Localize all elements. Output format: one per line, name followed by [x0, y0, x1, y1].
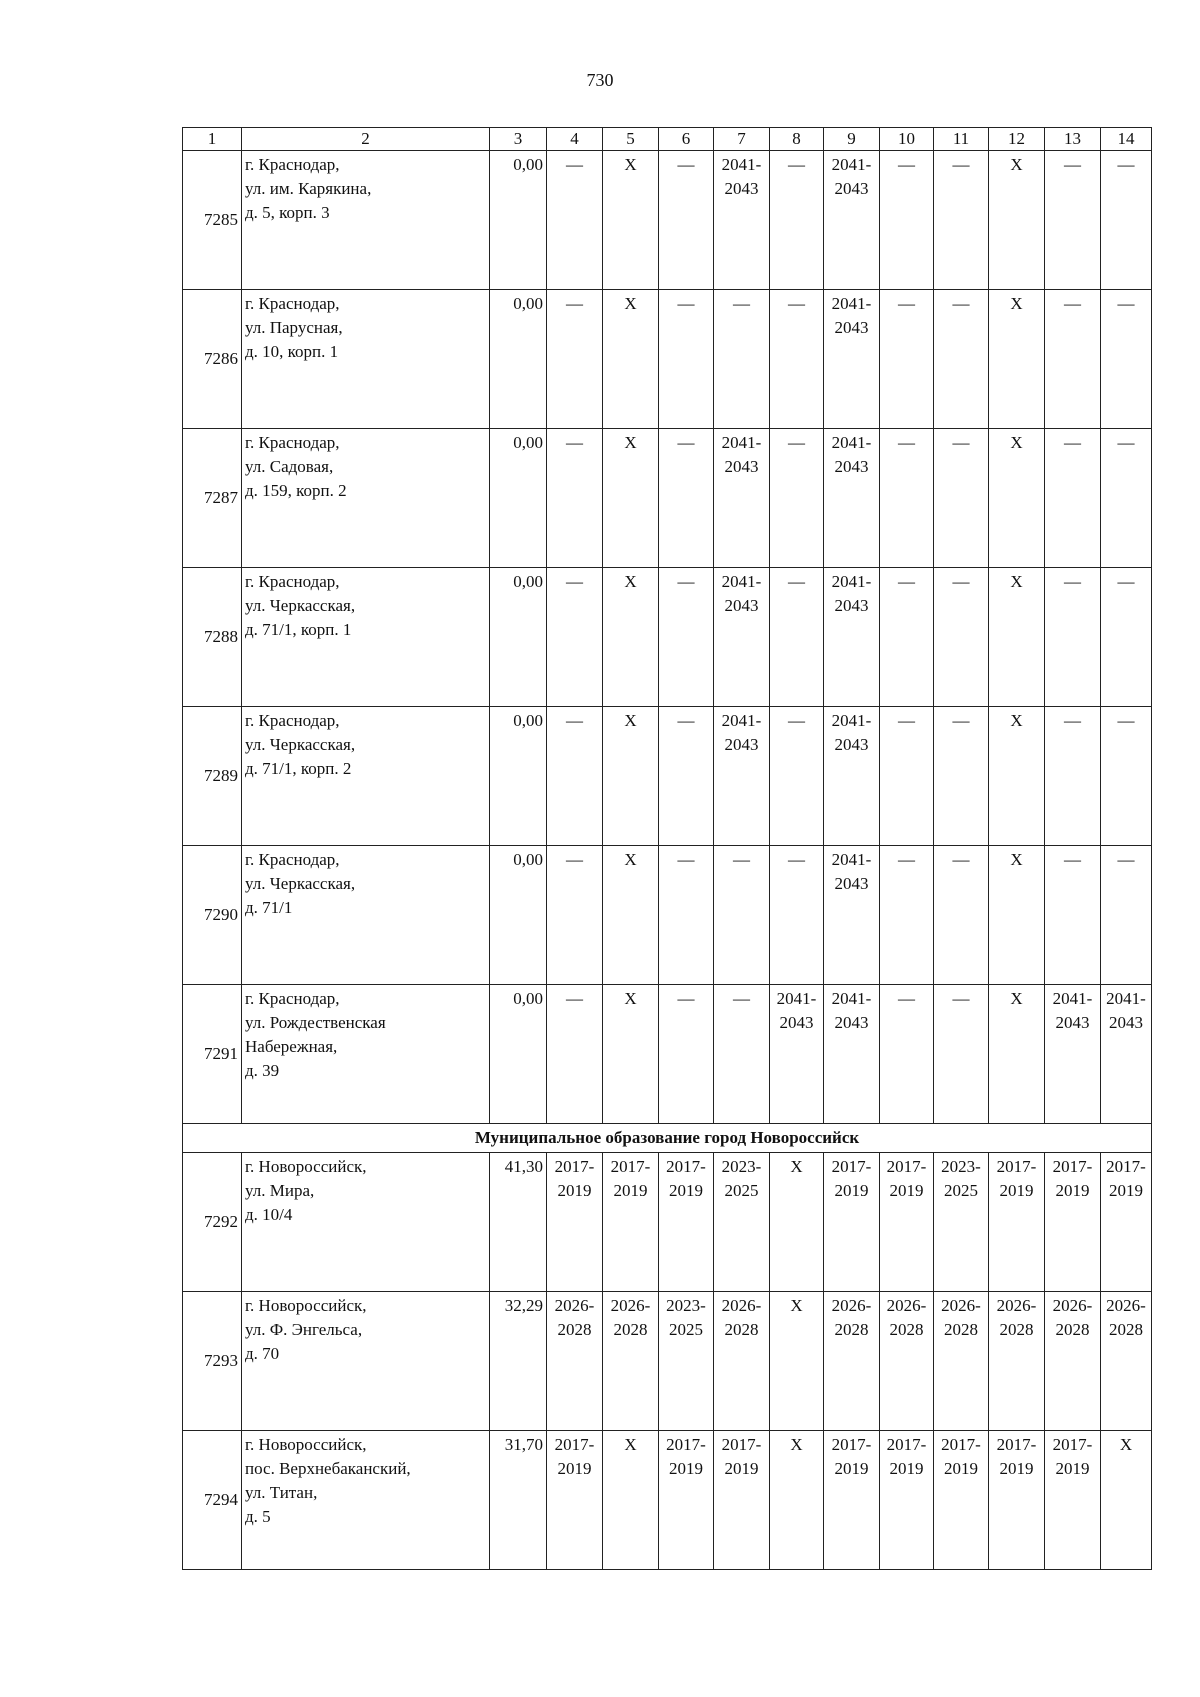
address-line: ул. им. Карякина,: [245, 179, 372, 198]
period-cell: 2026- 2028: [989, 1292, 1045, 1431]
period-cell: 2017- 2019: [1045, 1153, 1101, 1292]
period-cell: —: [770, 290, 824, 429]
period-cell: —: [659, 846, 714, 985]
address-line: д. 71/1, корп. 1: [245, 620, 352, 639]
period-cell: —: [934, 429, 989, 568]
period-cell: —: [1045, 151, 1101, 290]
period-cell: X: [989, 151, 1045, 290]
address-line: д. 71/1: [245, 898, 293, 917]
address-line: ул. Парусная,: [245, 318, 343, 337]
period-cell: X: [603, 429, 659, 568]
table-body: [183, 128, 1152, 1570]
period-cell: —: [1045, 290, 1101, 429]
period-cell: —: [934, 985, 989, 1124]
period-cell: X: [989, 846, 1045, 985]
row-number: 7292: [183, 1153, 242, 1292]
period-cell: X: [989, 429, 1045, 568]
period-cell: 2041- 2043: [714, 151, 770, 290]
period-cell: X: [989, 985, 1045, 1124]
address-line: г. Краснодар,: [245, 155, 340, 174]
period-cell: —: [1045, 846, 1101, 985]
period-cell: —: [880, 290, 934, 429]
row-number: 7287: [183, 429, 242, 568]
address-line: г. Краснодар,: [245, 711, 340, 730]
table-row: [183, 846, 1152, 985]
address-line: ул. Садовая,: [245, 457, 334, 476]
address-line: д. 39: [245, 1061, 280, 1080]
period-cell: 2041- 2043: [824, 568, 880, 707]
address-cell: [242, 707, 490, 846]
period-cell: 2041- 2043: [714, 429, 770, 568]
period-cell: 2041- 2043: [824, 985, 880, 1124]
table-row: [183, 1153, 1152, 1292]
address-line: д. 71/1, корп. 2: [245, 759, 352, 778]
period-cell: 2026- 2028: [934, 1292, 989, 1431]
period-cell: X: [770, 1431, 824, 1570]
period-cell: —: [1045, 707, 1101, 846]
column-header: 4: [547, 128, 603, 151]
period-cell: 2041- 2043: [714, 568, 770, 707]
period-cell: 2017- 2019: [659, 1431, 714, 1570]
period-cell: X: [603, 290, 659, 429]
column-header: 1: [183, 128, 242, 151]
period-cell: —: [714, 985, 770, 1124]
address-line: г. Краснодар,: [245, 850, 340, 869]
address-line: д. 10, корп. 1: [245, 342, 339, 361]
area-cell: 32,29: [490, 1292, 547, 1431]
column-header: 5: [603, 128, 659, 151]
period-cell: 2017- 2019: [547, 1431, 603, 1570]
period-cell: 2017- 2019: [714, 1431, 770, 1570]
period-cell: 2017- 2019: [989, 1153, 1045, 1292]
period-cell: —: [1045, 429, 1101, 568]
period-cell: 2017- 2019: [824, 1153, 880, 1292]
address-line: г. Новороссийск,: [245, 1296, 367, 1315]
address-line: ул. Черкасская,: [245, 874, 356, 893]
period-cell: 2023- 2025: [714, 1153, 770, 1292]
row-number: 7289: [183, 707, 242, 846]
period-cell: —: [934, 290, 989, 429]
address-line: д. 159, корп. 2: [245, 481, 347, 500]
period-cell: X: [989, 568, 1045, 707]
address-line: ул. Черкасская,: [245, 596, 356, 615]
period-cell: —: [770, 151, 824, 290]
address-line: г. Новороссийск,: [245, 1157, 367, 1176]
area-cell: 0,00: [490, 429, 547, 568]
period-cell: —: [714, 846, 770, 985]
period-cell: —: [714, 290, 770, 429]
address-line: ул. Черкасская,: [245, 735, 356, 754]
period-cell: —: [1101, 707, 1152, 846]
address-line: г. Краснодар,: [245, 572, 340, 591]
period-cell: 2017- 2019: [880, 1431, 934, 1570]
table-row: [183, 151, 1152, 290]
column-header: 13: [1045, 128, 1101, 151]
address-line: д. 5: [245, 1507, 271, 1526]
period-cell: —: [880, 985, 934, 1124]
period-cell: X: [770, 1153, 824, 1292]
period-cell: 2041- 2043: [824, 290, 880, 429]
section-title: Муниципальное образование город Новороссийск: [183, 1124, 1152, 1153]
period-cell: 2017- 2019: [989, 1431, 1045, 1570]
period-cell: 2017- 2019: [1101, 1153, 1152, 1292]
address-cell: [242, 985, 490, 1124]
period-cell: 2026- 2028: [714, 1292, 770, 1431]
address-cell: [242, 1431, 490, 1570]
period-cell: X: [989, 707, 1045, 846]
address-cell: [242, 1292, 490, 1431]
period-cell: —: [770, 568, 824, 707]
period-cell: —: [1101, 151, 1152, 290]
period-cell: X: [603, 985, 659, 1124]
area-cell: 31,70: [490, 1431, 547, 1570]
column-header: 12: [989, 128, 1045, 151]
period-cell: X: [1101, 1431, 1152, 1570]
period-cell: —: [1101, 846, 1152, 985]
period-cell: 2017- 2019: [1045, 1431, 1101, 1570]
area-cell: 41,30: [490, 1153, 547, 1292]
address-line: ул. Рождественская: [245, 1013, 386, 1032]
column-header: 10: [880, 128, 934, 151]
period-cell: —: [880, 568, 934, 707]
period-cell: 2026- 2028: [1045, 1292, 1101, 1431]
area-cell: 0,00: [490, 985, 547, 1124]
period-cell: —: [934, 707, 989, 846]
period-cell: —: [770, 429, 824, 568]
period-cell: —: [1101, 429, 1152, 568]
period-cell: —: [547, 290, 603, 429]
period-cell: —: [1045, 568, 1101, 707]
address-line: г. Новороссийск,: [245, 1435, 367, 1454]
period-cell: —: [934, 568, 989, 707]
column-header: 14: [1101, 128, 1152, 151]
address-cell: [242, 1153, 490, 1292]
period-cell: —: [659, 151, 714, 290]
column-header: 8: [770, 128, 824, 151]
period-cell: X: [989, 290, 1045, 429]
area-cell: 0,00: [490, 290, 547, 429]
period-cell: —: [659, 707, 714, 846]
column-header: 9: [824, 128, 880, 151]
table-row: [183, 985, 1152, 1124]
column-header: 2: [242, 128, 490, 151]
period-cell: —: [547, 429, 603, 568]
period-cell: —: [547, 985, 603, 1124]
address-cell: [242, 151, 490, 290]
page-number: 730: [586, 70, 614, 90]
period-cell: —: [1101, 290, 1152, 429]
period-cell: —: [770, 846, 824, 985]
period-cell: —: [547, 707, 603, 846]
period-cell: 2041- 2043: [1101, 985, 1152, 1124]
period-cell: —: [547, 151, 603, 290]
section-row: [183, 1124, 1152, 1153]
table-row: [183, 1292, 1152, 1431]
period-cell: X: [603, 568, 659, 707]
period-cell: 2017- 2019: [547, 1153, 603, 1292]
period-cell: 2017- 2019: [880, 1153, 934, 1292]
row-number: 7288: [183, 568, 242, 707]
period-cell: —: [770, 707, 824, 846]
period-cell: 2017- 2019: [934, 1431, 989, 1570]
period-cell: 2041- 2043: [770, 985, 824, 1124]
table-row: [183, 1431, 1152, 1570]
period-cell: —: [880, 846, 934, 985]
table-row: [183, 290, 1152, 429]
period-cell: —: [659, 429, 714, 568]
period-cell: 2026- 2028: [547, 1292, 603, 1431]
row-number: 7286: [183, 290, 242, 429]
address-cell: [242, 290, 490, 429]
row-number: 7291: [183, 985, 242, 1124]
area-cell: 0,00: [490, 151, 547, 290]
column-header: 6: [659, 128, 714, 151]
address-line: д. 5, корп. 3: [245, 203, 330, 222]
period-cell: —: [880, 429, 934, 568]
period-cell: 2041- 2043: [1045, 985, 1101, 1124]
header-row: [183, 128, 1152, 151]
row-number: 7290: [183, 846, 242, 985]
address-cell: [242, 846, 490, 985]
area-cell: 0,00: [490, 846, 547, 985]
period-cell: 2041- 2043: [824, 846, 880, 985]
address-line: г. Краснодар,: [245, 989, 340, 1008]
period-cell: —: [1101, 568, 1152, 707]
row-number: 7293: [183, 1292, 242, 1431]
address-cell: [242, 429, 490, 568]
period-cell: —: [880, 707, 934, 846]
period-cell: —: [547, 846, 603, 985]
table-row: [183, 429, 1152, 568]
period-cell: 2017- 2019: [603, 1153, 659, 1292]
address-line: пос. Верхнебаканский,: [245, 1459, 411, 1478]
period-cell: X: [603, 1431, 659, 1570]
column-header: 7: [714, 128, 770, 151]
address-line: ул. Ф. Энгельса,: [245, 1320, 363, 1339]
table-row: [183, 568, 1152, 707]
period-cell: X: [603, 707, 659, 846]
row-number: 7285: [183, 151, 242, 290]
address-line: д. 10/4: [245, 1205, 293, 1224]
period-cell: 2041- 2043: [824, 429, 880, 568]
address-line: г. Краснодар,: [245, 433, 340, 452]
period-cell: 2041- 2043: [824, 707, 880, 846]
row-number: 7294: [183, 1431, 242, 1570]
period-cell: 2017- 2019: [659, 1153, 714, 1292]
column-header: 3: [490, 128, 547, 151]
period-cell: X: [603, 846, 659, 985]
table-row: [183, 707, 1152, 846]
period-cell: 2017- 2019: [824, 1431, 880, 1570]
address-line: д. 70: [245, 1344, 280, 1363]
address-line: Набережная,: [245, 1037, 338, 1056]
period-cell: 2026- 2028: [880, 1292, 934, 1431]
period-cell: X: [603, 151, 659, 290]
address-line: ул. Титан,: [245, 1483, 318, 1502]
period-cell: 2026- 2028: [603, 1292, 659, 1431]
period-cell: —: [934, 151, 989, 290]
period-cell: 2026- 2028: [1101, 1292, 1152, 1431]
period-cell: 2026- 2028: [824, 1292, 880, 1431]
address-line: ул. Мира,: [245, 1181, 315, 1200]
period-cell: 2041- 2043: [824, 151, 880, 290]
area-cell: 0,00: [490, 707, 547, 846]
period-cell: 2023- 2025: [934, 1153, 989, 1292]
period-cell: —: [880, 151, 934, 290]
address-line: г. Краснодар,: [245, 294, 340, 313]
period-cell: —: [659, 568, 714, 707]
period-cell: 2023- 2025: [659, 1292, 714, 1431]
column-header: 11: [934, 128, 989, 151]
period-cell: —: [659, 985, 714, 1124]
buildings-table: [182, 127, 1152, 1570]
address-cell: [242, 568, 490, 707]
area-cell: 0,00: [490, 568, 547, 707]
period-cell: —: [659, 290, 714, 429]
period-cell: —: [547, 568, 603, 707]
period-cell: X: [770, 1292, 824, 1431]
period-cell: —: [934, 846, 989, 985]
period-cell: 2041- 2043: [714, 707, 770, 846]
